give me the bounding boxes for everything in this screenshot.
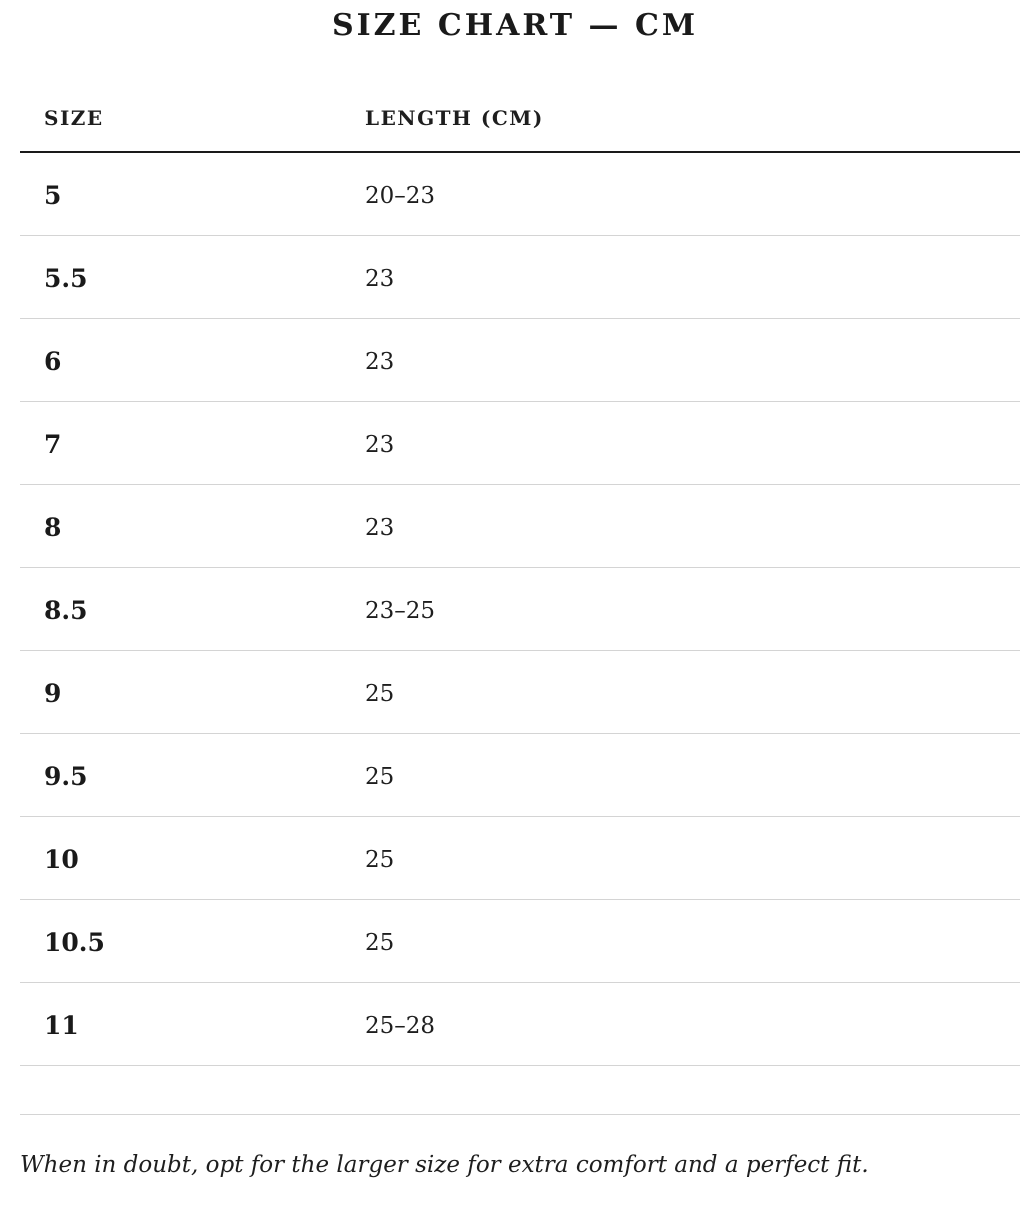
column-header-size: SIZE	[44, 106, 104, 130]
length-cell: 25	[365, 930, 395, 956]
length-cell: 25	[365, 681, 395, 707]
size-cell: 8	[44, 513, 62, 542]
length-cell: 25–28	[365, 1013, 436, 1039]
size-cell: 7	[44, 430, 62, 459]
length-cell: 25	[365, 764, 395, 790]
length-cell: 23	[365, 266, 395, 292]
table-row	[20, 817, 1020, 900]
table-row	[20, 402, 1020, 485]
length-cell: 23	[365, 349, 395, 375]
length-cell: 20–23	[365, 183, 436, 209]
table-row	[20, 236, 1020, 319]
table-row	[20, 651, 1020, 734]
table-row	[20, 153, 1020, 236]
table-row	[20, 983, 1020, 1066]
size-cell: 9.5	[44, 762, 88, 791]
table-row	[20, 485, 1020, 568]
size-cell: 10.5	[44, 928, 105, 957]
size-cell: 8.5	[44, 596, 88, 625]
table-row	[20, 319, 1020, 402]
column-header-length: LENGTH (CM)	[365, 106, 544, 130]
table-row	[20, 568, 1020, 651]
size-cell: 9	[44, 679, 62, 708]
length-cell: 23	[365, 432, 395, 458]
size-chart-table	[20, 75, 1020, 1115]
length-cell: 25	[365, 847, 395, 873]
page-title: SIZE CHART — CM	[331, 8, 699, 43]
size-cell: 5.5	[44, 264, 88, 293]
table-header	[20, 75, 1020, 153]
length-cell: 23–25	[365, 598, 436, 624]
fit-note: When in doubt, opt for the larger size for extra comfort and a perfect fit.	[20, 1152, 869, 1178]
size-cell: 5	[44, 181, 62, 210]
length-cell: 23	[365, 515, 395, 541]
size-cell: 11	[44, 1011, 79, 1040]
table-row	[20, 734, 1020, 817]
table-row-empty	[20, 1066, 1020, 1115]
size-cell: 10	[44, 845, 79, 874]
size-cell: 6	[44, 347, 62, 376]
table-row	[20, 900, 1020, 983]
